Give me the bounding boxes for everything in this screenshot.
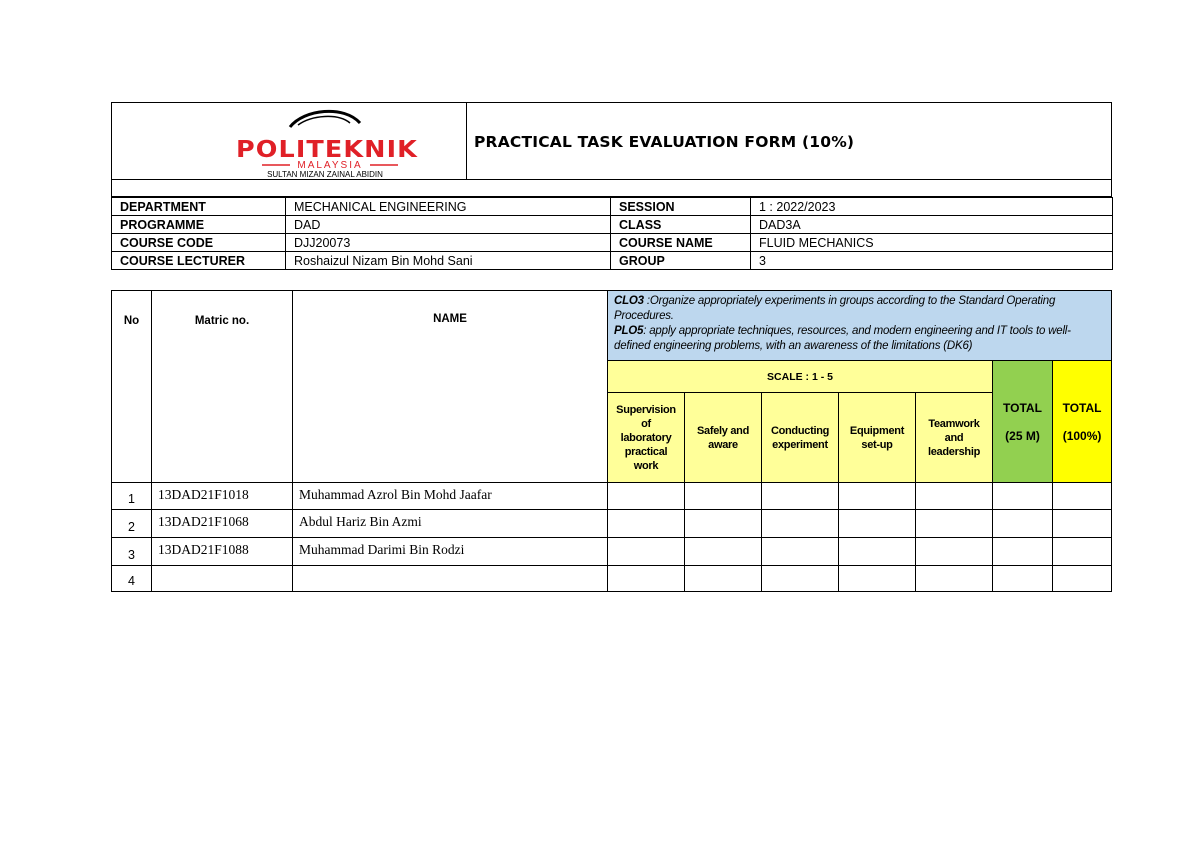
form-title: PRACTICAL TASK EVALUATION FORM (10%): [474, 133, 855, 151]
logo-campus: SULTAN MIZAN ZAINAL ABIDIN: [267, 170, 383, 179]
score-cell[interactable]: [762, 483, 839, 510]
score-cell[interactable]: [839, 483, 916, 510]
score-cell[interactable]: [916, 510, 993, 538]
total-100-cell[interactable]: [1053, 566, 1112, 592]
score-cell[interactable]: [916, 538, 993, 566]
row-matric: 13DAD21F1088: [152, 538, 293, 566]
clo-text: :Organize appropriately experiments in groups according to the Standard Operating Procedures.: [614, 295, 1056, 322]
score-cell[interactable]: [608, 566, 685, 592]
info-row: [112, 198, 1113, 216]
total-25-cell[interactable]: [993, 538, 1053, 566]
table-row: [112, 538, 1112, 566]
info-row: [112, 252, 1113, 270]
col-no-header: No: [112, 291, 152, 483]
total-25-cell[interactable]: [993, 566, 1053, 592]
total-25-header: [993, 361, 1053, 483]
criterion-safety: Safely and aware: [685, 393, 762, 483]
plo-code: PLO5: [614, 325, 644, 337]
row-matric: [152, 566, 293, 592]
logo-text: POLITEKNIK: [236, 137, 419, 163]
info-row: [112, 234, 1113, 252]
criterion-equipment: Equipment set-up: [839, 393, 916, 483]
total-25-cell[interactable]: [993, 510, 1053, 538]
total-25-label: TOTAL: [1003, 400, 1042, 415]
scale-header: SCALE : 1 - 5: [608, 361, 993, 393]
row-name: Muhammad Darimi Bin Rodzi: [293, 538, 608, 566]
course-name-label: COURSE NAME: [611, 234, 751, 252]
row-name: [293, 566, 608, 592]
score-cell[interactable]: [762, 510, 839, 538]
total-100-sub: (100%): [1062, 428, 1102, 443]
table-row: [112, 510, 1112, 538]
clo-plo-description: [608, 291, 1112, 361]
header-spacer-row: [111, 180, 1112, 197]
score-cell[interactable]: [839, 566, 916, 592]
criterion-supervision: Supervision of laboratory practical work: [608, 393, 685, 483]
course-info-table: [111, 197, 1113, 270]
row-name: Muhammad Azrol Bin Mohd Jaafar: [293, 483, 608, 510]
score-cell[interactable]: [762, 566, 839, 592]
evaluation-table: [111, 290, 1112, 592]
form-header: [111, 102, 1112, 180]
col-name-header: NAME: [293, 291, 608, 483]
politeknik-logo: [112, 103, 466, 179]
score-cell[interactable]: [608, 510, 685, 538]
criterion-conducting: Conducting experiment: [762, 393, 839, 483]
total-25-sub: (25 M): [1005, 428, 1040, 443]
score-cell[interactable]: [685, 538, 762, 566]
course-code-value: DJJ20073: [286, 234, 611, 252]
session-value: 1 : 2022/2023: [751, 198, 1113, 216]
clo-code: CLO3: [614, 295, 644, 307]
plo-text: : apply appropriate techniques, resources, and modern engineering and IT tools to well-defined engineering problems, with an awareness of the limitations (DK6): [614, 325, 1071, 352]
course-code-label: COURSE CODE: [112, 234, 286, 252]
score-cell[interactable]: [916, 483, 993, 510]
table-row: [112, 566, 1112, 592]
criterion-teamwork: Teamwork and leadership: [916, 393, 993, 483]
col-matric-header: Matric no.: [152, 291, 293, 483]
score-cell[interactable]: [839, 510, 916, 538]
class-label: CLASS: [611, 216, 751, 234]
total-100-header: [1053, 361, 1112, 483]
programme-value: DAD: [286, 216, 611, 234]
logo-swoosh: [290, 111, 360, 127]
score-cell[interactable]: [608, 483, 685, 510]
course-name-value: FLUID MECHANICS: [751, 234, 1113, 252]
logo-country: MALAYSIA: [297, 160, 363, 171]
total-100-cell[interactable]: [1053, 483, 1112, 510]
table-row: [112, 483, 1112, 510]
lecturer-label: COURSE LECTURER: [112, 252, 286, 270]
row-matric: 13DAD21F1018: [152, 483, 293, 510]
group-value: 3: [751, 252, 1113, 270]
row-no: 1: [112, 483, 152, 510]
score-cell[interactable]: [685, 510, 762, 538]
score-cell[interactable]: [916, 566, 993, 592]
score-cell[interactable]: [608, 538, 685, 566]
programme-label: PROGRAMME: [112, 216, 286, 234]
group-label: GROUP: [611, 252, 751, 270]
row-no: 4: [112, 566, 152, 592]
total-100-cell[interactable]: [1053, 538, 1112, 566]
total-25-cell[interactable]: [993, 483, 1053, 510]
info-row: [112, 216, 1113, 234]
lecturer-value: Roshaizul Nizam Bin Mohd Sani: [286, 252, 611, 270]
score-cell[interactable]: [685, 566, 762, 592]
logo-box: [112, 103, 467, 179]
row-no: 2: [112, 510, 152, 538]
department-value: MECHANICAL ENGINEERING: [286, 198, 611, 216]
row-no: 3: [112, 538, 152, 566]
class-value: DAD3A: [751, 216, 1113, 234]
score-cell[interactable]: [839, 538, 916, 566]
score-cell[interactable]: [685, 483, 762, 510]
score-cell[interactable]: [762, 538, 839, 566]
row-name: Abdul Hariz Bin Azmi: [293, 510, 608, 538]
department-label: DEPARTMENT: [112, 198, 286, 216]
total-100-label: TOTAL: [1062, 400, 1102, 415]
total-100-cell[interactable]: [1053, 510, 1112, 538]
session-label: SESSION: [611, 198, 751, 216]
row-matric: 13DAD21F1068: [152, 510, 293, 538]
